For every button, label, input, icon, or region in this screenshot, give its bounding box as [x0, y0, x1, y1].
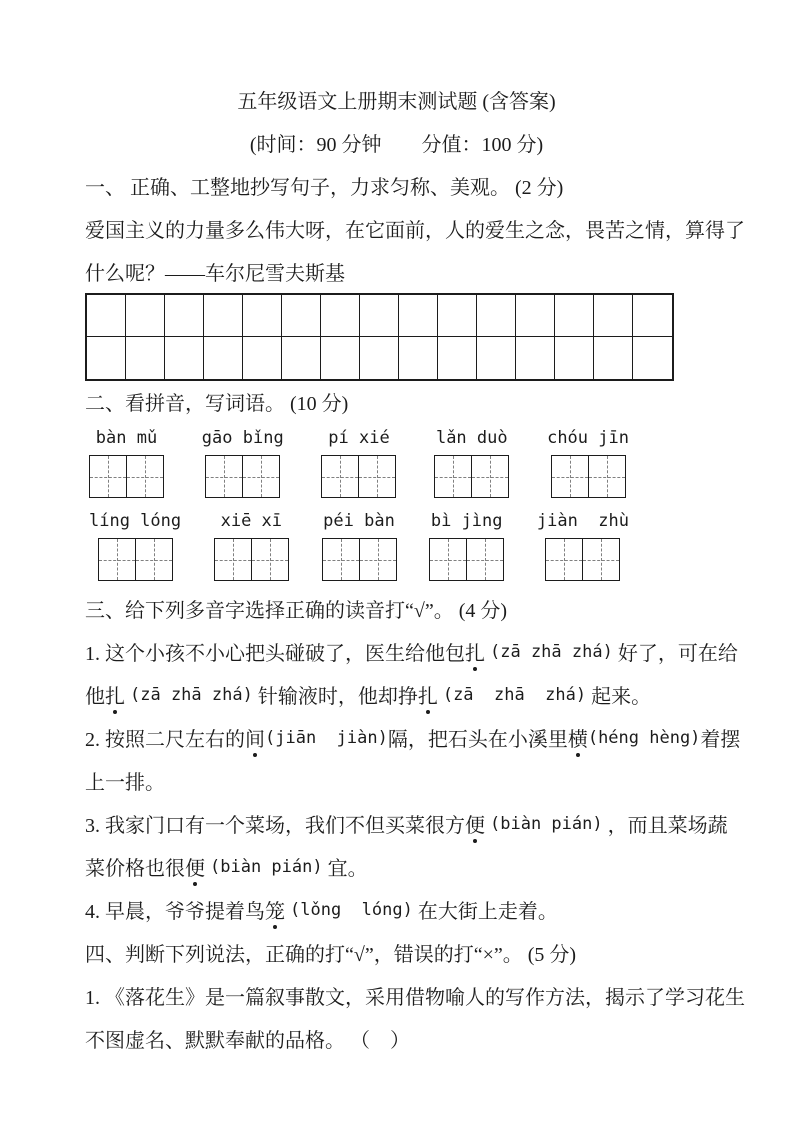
copy-grid-cell	[126, 295, 165, 337]
copy-grid-cell	[87, 295, 126, 337]
question-text: 上一排。	[85, 772, 165, 794]
character-writing-box	[551, 455, 626, 498]
copy-grid-cell	[633, 295, 672, 337]
character-writing-box	[429, 538, 504, 581]
tianzige-cell	[206, 456, 242, 497]
pinyin-label: jiàn zhù	[536, 511, 629, 531]
copy-grid-cell	[555, 295, 594, 337]
pinyin-choice: (zā zhā zhá)	[490, 641, 613, 662]
copy-grid-cell	[555, 337, 594, 379]
pinyin-word-unit	[434, 421, 509, 504]
pinyin-word-unit	[202, 421, 284, 504]
question-text: 宜。	[322, 858, 368, 880]
question-text: 他	[85, 686, 105, 708]
question-text: 2. 按照二尺左右的	[85, 729, 245, 751]
pinyin-word-unit	[429, 504, 504, 587]
emphasized-char: 便	[465, 809, 485, 838]
pinyin-word-unit	[537, 504, 629, 587]
tianzige-cell	[126, 456, 163, 497]
copy-sentence-line-2: 什么呢？——车尔尼雪夫斯基	[85, 263, 345, 285]
copy-grid-cell	[321, 295, 360, 337]
pinyin-label: bàn mǔ	[95, 428, 158, 448]
pinyin-row	[89, 504, 629, 587]
question-line	[85, 759, 708, 802]
copy-grid-cell	[282, 337, 321, 379]
pinyin-choice: (jiān jiàn)	[265, 727, 388, 748]
pinyin-writing-area	[85, 421, 708, 587]
copy-grid-cell	[165, 295, 204, 337]
tianzige-cell	[323, 539, 359, 580]
section-two-heading: 二、看拼音，写词语。 (10 分)	[85, 392, 349, 415]
character-writing-box	[321, 455, 396, 498]
character-writing-box	[98, 538, 173, 581]
copy-grid-cell	[399, 337, 438, 379]
question-text: 1. 这个小孩不小心把头碰破了，医生给他包	[85, 643, 465, 665]
pinyin-word-unit	[322, 504, 397, 587]
copy-grid-cell	[516, 337, 555, 379]
copy-grid-cell	[633, 337, 672, 379]
pinyin-label: pí xié	[328, 428, 390, 448]
question-line	[85, 716, 741, 759]
question-text: 在大街上走着。	[412, 901, 558, 923]
pinyin-label: gāo bǐng	[201, 428, 284, 448]
character-writing-box	[205, 455, 280, 498]
copy-grid-cell	[282, 295, 321, 337]
time-score-line: (时间：90 分钟 分值：100 分)	[249, 134, 544, 156]
copy-grid-cell	[87, 337, 126, 379]
tianzige-cell	[99, 539, 135, 580]
section-four-questions	[85, 974, 745, 1060]
pinyin-row	[89, 421, 629, 504]
copy-grid-cell	[594, 295, 633, 337]
question-text: 菜价格也很	[85, 858, 185, 880]
pinyin-choice: (héng hèng)	[587, 727, 701, 748]
copy-grid-cell	[204, 337, 243, 379]
section-four-heading: 四、判断下列说法，正确的打“√”，错误的打“×”。 (5 分)	[85, 944, 577, 966]
copy-grid-cell	[516, 295, 555, 337]
tianzige-cell	[135, 539, 172, 580]
pinyin-label: chóu jīn	[547, 428, 629, 448]
question-line	[85, 630, 738, 673]
copy-grid-cell	[360, 295, 399, 337]
tianzige-cell	[215, 539, 251, 580]
copy-grid-cell	[204, 295, 243, 337]
tianzige-cell	[588, 456, 625, 497]
tianzige-cell	[552, 456, 588, 497]
pinyin-word-unit	[214, 504, 289, 587]
pinyin-word-unit	[89, 421, 164, 504]
question-line	[85, 1017, 708, 1060]
emphasized-char: 扎	[105, 680, 125, 709]
question-text: ，而且菜场蔬	[602, 815, 728, 837]
tianzige-cell	[322, 456, 358, 497]
emphasized-char: 扎	[418, 680, 438, 709]
copy-writing-grid	[85, 293, 674, 381]
copy-grid-cell	[360, 337, 399, 379]
character-writing-box	[545, 538, 620, 581]
copy-grid-cell	[399, 295, 438, 337]
tianzige-cell	[430, 539, 466, 580]
pinyin-label: líng lóng	[89, 511, 182, 531]
pinyin-choice: (lǒng lóng)	[290, 899, 413, 920]
question-text: 隔，把石头在小溪里	[387, 729, 568, 751]
pinyin-choice: (biàn pián)	[490, 813, 603, 834]
tianzige-cell	[435, 456, 471, 497]
emphasized-char: 便	[185, 852, 205, 881]
copy-grid-cell	[438, 295, 477, 337]
question-line	[85, 673, 708, 716]
question-text: 不图虚名、默默奉献的品格。 （ ）	[85, 1030, 410, 1052]
pinyin-word-unit	[547, 421, 629, 504]
pinyin-label: bì jìng	[430, 511, 503, 531]
copy-grid-cell	[321, 337, 360, 379]
pinyin-word-unit	[89, 504, 181, 587]
pinyin-choice: (zā zhā zhá)	[130, 684, 253, 705]
copy-grid-cell	[477, 337, 516, 379]
copy-grid-cell	[126, 337, 165, 379]
section-three-heading: 三、给下列多音字选择正确的读音打“√”。 (4 分)	[85, 600, 508, 622]
copy-grid-cell	[243, 295, 282, 337]
section-one-heading: 一、 正确、工整地抄写句子，力求匀称、美观。 (2 分)	[85, 177, 564, 199]
question-text: 着摆	[700, 729, 741, 751]
emphasized-char: 笼	[265, 895, 285, 924]
pinyin-choice: (biàn pián)	[210, 856, 323, 877]
question-text: 针输液时，他却挣	[252, 686, 418, 708]
tianzige-cell	[242, 456, 279, 497]
question-text: 4. 早晨，爷爷提着鸟	[85, 901, 265, 923]
question-text: 3. 我家门口有一个菜场，我们不但买菜很方	[85, 815, 465, 837]
copy-sentence-line-1: 爱国主义的力量多么伟大呀，在它面前，人的爱生之念，畏苦之情，算得了	[85, 220, 745, 242]
tianzige-cell	[471, 456, 508, 497]
page-title: 五年级语文上册期末测试题 (含答案)	[237, 91, 556, 113]
character-writing-box	[434, 455, 509, 498]
pinyin-label: lǎn duò	[435, 428, 508, 448]
character-writing-box	[322, 538, 397, 581]
tianzige-cell	[251, 539, 288, 580]
tianzige-cell	[466, 539, 503, 580]
question-line	[85, 974, 745, 1017]
tianzige-cell	[546, 539, 582, 580]
pinyin-word-unit	[321, 421, 396, 504]
question-line	[85, 845, 708, 888]
tianzige-cell	[358, 456, 395, 497]
copy-grid-cell	[243, 337, 282, 379]
pinyin-label: péi bàn	[323, 511, 395, 531]
copy-grid-cell	[165, 337, 204, 379]
emphasized-char: 横	[568, 723, 588, 752]
tianzige-cell	[90, 456, 126, 497]
section-three-questions	[85, 630, 741, 931]
emphasized-char: 间	[245, 723, 265, 752]
question-line	[85, 802, 728, 845]
pinyin-choice: (zā zhā zhá)	[442, 684, 587, 705]
question-text: 起来。	[586, 686, 652, 708]
emphasized-char: 扎	[465, 637, 485, 666]
tianzige-cell	[359, 539, 396, 580]
question-text: 1. 《落花生》是一篇叙事散文，采用借物喻人的写作方法，揭示了学习花生	[85, 987, 745, 1009]
question-line	[85, 888, 708, 931]
pinyin-label: xiē xī	[220, 511, 283, 531]
character-writing-box	[89, 455, 164, 498]
copy-grid-cell	[477, 295, 516, 337]
question-text: 好了，可在给	[612, 643, 738, 665]
character-writing-box	[214, 538, 289, 581]
copy-grid-cell	[594, 337, 633, 379]
tianzige-cell	[582, 539, 619, 580]
copy-grid-cell	[438, 337, 477, 379]
